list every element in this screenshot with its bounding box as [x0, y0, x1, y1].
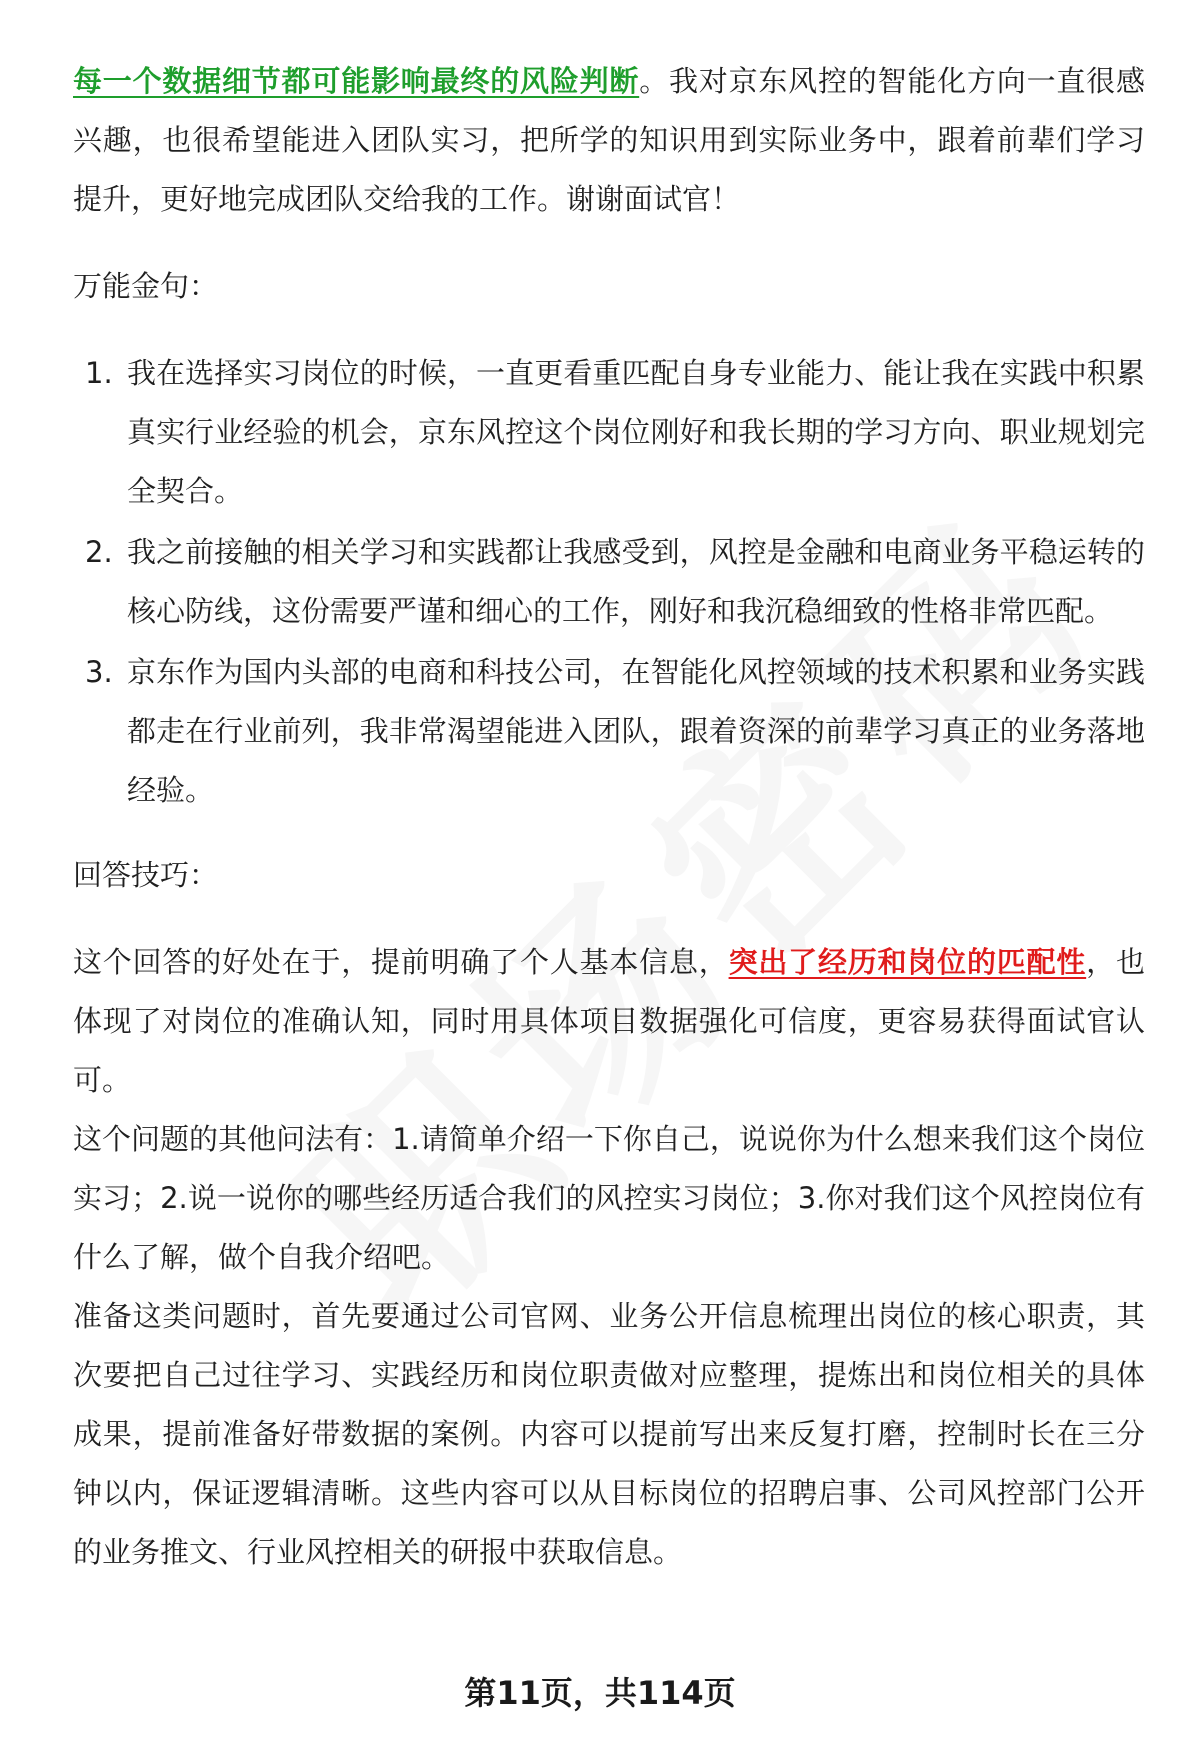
tips-paragraph-1 [73, 933, 1145, 1110]
golden-item-2 [73, 523, 1145, 641]
tips-heading: 回答技巧： [73, 858, 219, 892]
tips-paragraph-3: 准备这类问题时，首先要通过公司官网、业务公开信息梳理出岗位的核心职责，其次要把自己过往学习、实践经历和岗位职责做对应整理，提炼出和岗位相关的具体成果，提前准备好带数据的案例。内容可以提前写出来反复打磨，控制时长在三分钟以内，保证逻辑清晰。这些内容可以从目标岗位的招聘启事、公司风控部门公开的业务推文、行业风控相关的研报中获取信息。 [73, 1299, 1145, 1569]
tips-text-before: 这个回答的好处在于，提前明确了个人基本信息， [73, 945, 729, 979]
list-number: 3. [85, 655, 113, 689]
golden-item-text: 京东作为国内头部的电商和科技公司，在智能化风控领域的技术积累和业务实践都走在行业前列，我非常渴望能进入团队，跟着资深的前辈学习真正的业务落地经验。 [127, 655, 1145, 807]
tips-paragraph-2: 这个问题的其他问法有：1.请简单介绍一下你自己，说说你为什么想来我们这个岗位实习；2.说一说你的哪些经历适合我们的风控实习岗位；3.你对我们这个风控岗位有什么了解，做个自我介绍吧。 [73, 1122, 1145, 1274]
golden-item-1 [73, 344, 1145, 521]
intro-text: 。我对京东风控的智能化方向一直很感兴趣，也很希望能进入团队实习，把所学的知识用到实际业务中，跟着前辈们学习提升，更好地完成团队交给我的工作。谢谢面试官！ [73, 64, 1145, 216]
list-number: 1. [85, 356, 113, 390]
golden-item-3 [73, 643, 1145, 820]
tips-text-after: ，也体现了对岗位的准确认知，同时用具体项目数据强化可信度，更容易获得面试官认可。 [73, 945, 1145, 1097]
golden-heading: 万能金句： [73, 269, 219, 303]
document-page [73, 52, 1145, 1582]
golden-item-text: 我在选择实习岗位的时候，一直更看重匹配自身专业能力、能让我在实践中积累真实行业经验的机会，京东风控这个岗位刚好和我长期的学习方向、职业规划完全契合。 [127, 356, 1145, 508]
page-number-footer: 第11页，共114页 [464, 1674, 736, 1712]
tips-highlight: 突出了经历和岗位的匹配性 [728, 945, 1087, 979]
intro-highlight: 每一个数据细节都可能影响最终的风险判断 [73, 64, 640, 98]
list-number: 2. [85, 535, 113, 569]
intro-paragraph [73, 52, 1145, 229]
golden-item-text: 我之前接触的相关学习和实践都让我感受到，风控是金融和电商业务平稳运转的核心防线，这份需要严谨和细心的工作，刚好和我沉稳细致的性格非常匹配。 [127, 535, 1145, 628]
golden-list [73, 344, 1145, 820]
